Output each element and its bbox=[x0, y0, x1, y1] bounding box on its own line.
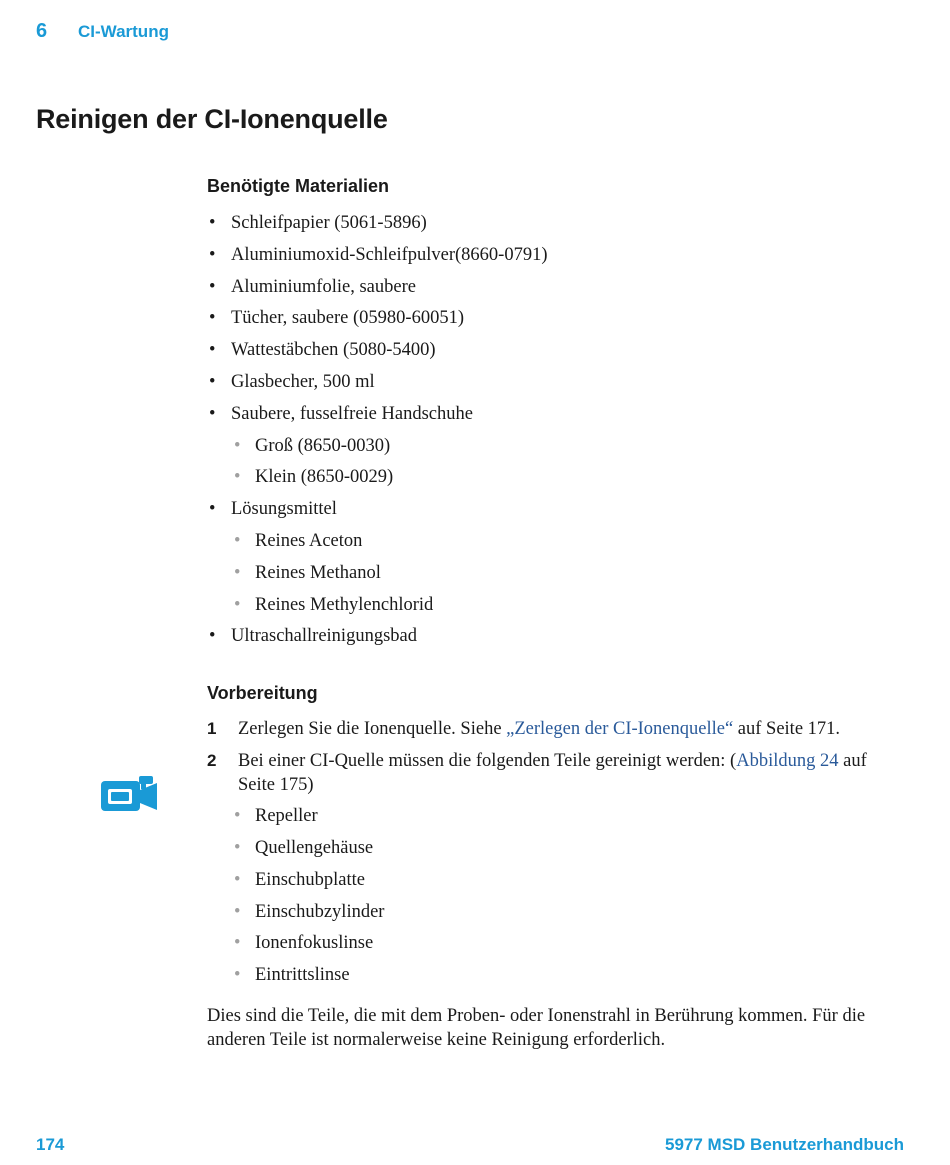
list-item: • Schleifpapier (5061-5896) bbox=[207, 208, 887, 240]
preparation-steps bbox=[207, 717, 887, 992]
step-text: auf Seite 171. bbox=[733, 719, 841, 740]
page-title: Reinigen der CI-Ionenquelle bbox=[36, 104, 388, 134]
chapter-number: 6 bbox=[36, 20, 48, 42]
list-item: • Aluminiumoxid-Schleifpulver(8660-0791) bbox=[207, 240, 887, 272]
video-camera-icon bbox=[100, 770, 158, 814]
parts-list bbox=[238, 801, 887, 992]
list-item: • Glasbecher, 500 ml bbox=[207, 367, 887, 399]
step-text: auf Seite 175) bbox=[238, 751, 867, 796]
list-item: • Tücher, saubere (05980-60051) bbox=[207, 303, 887, 335]
figure-link[interactable]: Abbildung 24 bbox=[736, 751, 839, 772]
manual-title: 5977 MSD Benutzerhandbuch bbox=[665, 1135, 904, 1154]
sub-list-item: • Reines Methylenchlorid bbox=[207, 590, 887, 622]
step-number: 1 bbox=[207, 719, 217, 739]
step-2 bbox=[207, 749, 887, 992]
note-paragraph: Dies sind die Teile, die mit dem Proben- oder Ionenstrahl in Berührung kommen. Für die anderen Teile ist normalerweise keine Reinigung erforderlich. bbox=[207, 1005, 866, 1050]
list-item: • Saubere, fusselfreie Handschuhe bbox=[207, 399, 887, 431]
list-item: • Ionenfokuslinse bbox=[238, 928, 887, 960]
materials-list bbox=[207, 208, 887, 653]
content-area bbox=[207, 170, 887, 1052]
preparation-heading: Vorbereitung bbox=[207, 683, 318, 704]
chapter-title: CI-Wartung bbox=[78, 22, 169, 41]
sub-list-item: • Groß (8650-0030) bbox=[207, 431, 887, 463]
step-number: 2 bbox=[207, 751, 217, 771]
materials-heading: Benötigte Materialien bbox=[207, 176, 390, 196]
list-item: • Einschubzylinder bbox=[238, 897, 887, 929]
step-1 bbox=[207, 717, 887, 741]
list-item: • Wattestäbchen (5080-5400) bbox=[207, 335, 887, 367]
list-item: • Lösungsmittel bbox=[207, 494, 887, 526]
list-item: • Repeller bbox=[238, 801, 887, 833]
sub-list-item: • Reines Methanol bbox=[207, 558, 887, 590]
sub-list-item: • Klein (8650-0029) bbox=[207, 462, 887, 494]
list-item: • Ultraschallreinigungsbad bbox=[207, 621, 887, 653]
list-item: • Eintrittslinse bbox=[238, 960, 887, 992]
chapter-header bbox=[36, 20, 169, 43]
step-text: Bei einer CI-Quelle müssen die folgenden Teile gereinigt werden: ( bbox=[238, 751, 737, 772]
list-item: • Aluminiumfolie, saubere bbox=[207, 272, 887, 304]
list-item: • Einschubplatte bbox=[238, 865, 887, 897]
step-text: Zerlegen Sie die Ionenquelle. Siehe bbox=[238, 719, 507, 740]
disassemble-link[interactable]: „Zerlegen der CI-Ionenquelle“ bbox=[506, 719, 734, 740]
page-number: 174 bbox=[36, 1135, 65, 1154]
sub-list-item: • Reines Aceton bbox=[207, 526, 887, 558]
list-item: • Quellengehäuse bbox=[238, 833, 887, 865]
